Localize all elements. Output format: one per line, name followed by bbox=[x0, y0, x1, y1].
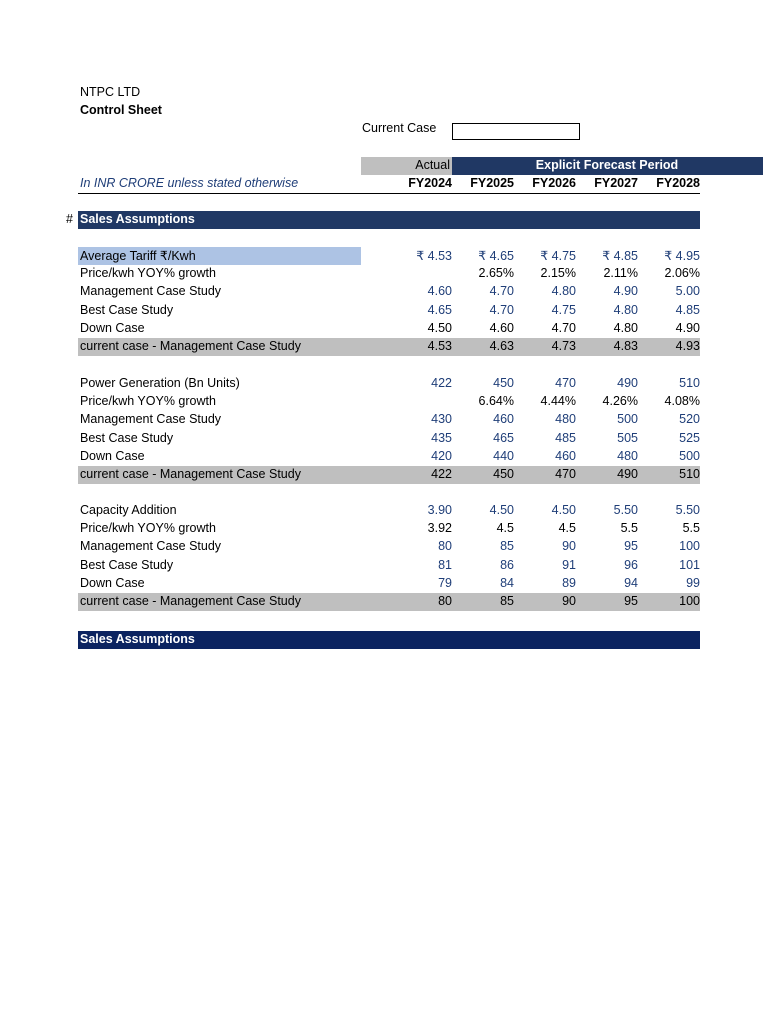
row-label: Average Tariff ₹/Kwh bbox=[80, 249, 196, 263]
value-cell: 2.06% bbox=[664, 266, 700, 281]
value-cell: 2.11% bbox=[603, 266, 638, 281]
value-cell: 480 bbox=[617, 448, 638, 463]
row-label: current case - Management Case Study bbox=[80, 467, 301, 481]
row-label: Price/kwh YOY% growth bbox=[80, 266, 216, 281]
value-cell: 490 bbox=[617, 467, 638, 481]
row-label: Down Case bbox=[80, 448, 145, 463]
value-cell: 4.75 bbox=[551, 302, 576, 317]
row-label: Capacity Addition bbox=[80, 503, 177, 517]
sheet-title: Control Sheet bbox=[80, 103, 162, 117]
value-cell: 6.64% bbox=[478, 394, 514, 409]
value-cell: 4.60 bbox=[427, 284, 452, 299]
value-cell: 4.63 bbox=[489, 339, 514, 353]
value-cell: 4.73 bbox=[551, 339, 576, 353]
value-cell: 490 bbox=[617, 376, 638, 390]
value-cell: ₹ 4.95 bbox=[664, 249, 700, 263]
value-cell: 460 bbox=[493, 412, 514, 427]
value-cell: ₹ 4.75 bbox=[540, 249, 576, 263]
year-header: FY2024 bbox=[408, 176, 452, 190]
row-label: Price/kwh YOY% growth bbox=[80, 394, 216, 409]
year-header: FY2026 bbox=[532, 176, 576, 190]
value-cell: 420 bbox=[431, 448, 452, 463]
value-cell: ₹ 4.85 bbox=[602, 249, 638, 263]
value-cell: 2.65% bbox=[478, 266, 514, 281]
value-cell: 510 bbox=[679, 467, 700, 481]
actual-header-cell bbox=[361, 157, 452, 175]
row-label: Power Generation (Bn Units) bbox=[80, 376, 240, 390]
row-label: Management Case Study bbox=[80, 539, 222, 554]
value-cell: 500 bbox=[679, 448, 700, 463]
value-cell: 101 bbox=[679, 557, 700, 572]
value-cell: 4.5 bbox=[496, 521, 514, 536]
value-cell: 485 bbox=[555, 430, 576, 445]
value-cell: 86 bbox=[500, 557, 514, 572]
value-cell: 470 bbox=[555, 467, 576, 481]
value-cell: 4.80 bbox=[613, 302, 638, 317]
value-cell: 95 bbox=[624, 594, 638, 608]
section-marker: # bbox=[66, 212, 73, 226]
row-label: Price/kwh YOY% growth bbox=[80, 521, 216, 536]
row-label: current case - Management Case Study bbox=[80, 339, 301, 353]
value-cell: 4.5 bbox=[558, 521, 576, 536]
value-cell: 4.80 bbox=[551, 284, 576, 299]
year-header: FY2028 bbox=[656, 176, 700, 190]
value-cell: 90 bbox=[562, 539, 576, 554]
value-cell: 4.08% bbox=[664, 394, 700, 409]
value-cell: 100 bbox=[679, 539, 700, 554]
value-cell: 4.70 bbox=[489, 302, 514, 317]
value-cell: 85 bbox=[500, 539, 514, 554]
section-title: Sales Assumptions bbox=[80, 212, 195, 226]
value-cell: 4.60 bbox=[489, 320, 514, 335]
value-cell: 3.90 bbox=[427, 503, 452, 517]
value-cell: 510 bbox=[679, 376, 700, 390]
value-cell: 80 bbox=[438, 594, 452, 608]
value-cell: 4.26% bbox=[602, 394, 638, 409]
row-label: Management Case Study bbox=[80, 412, 222, 427]
forecast-header-cell bbox=[452, 157, 763, 175]
value-cell: 4.90 bbox=[613, 284, 638, 299]
value-cell: 4.90 bbox=[675, 320, 700, 335]
row-label: Best Case Study bbox=[80, 302, 174, 317]
value-cell: 430 bbox=[431, 412, 452, 427]
value-cell: 100 bbox=[679, 594, 700, 608]
value-cell: 91 bbox=[562, 557, 576, 572]
value-cell: 520 bbox=[679, 412, 700, 427]
value-cell: ₹ 4.53 bbox=[416, 249, 452, 263]
value-cell: 3.92 bbox=[427, 521, 452, 536]
value-cell: 5.50 bbox=[675, 503, 700, 517]
current-case-input[interactable] bbox=[452, 123, 580, 140]
company-name: NTPC LTD bbox=[80, 85, 141, 99]
value-cell: 96 bbox=[624, 557, 638, 572]
value-cell: 4.70 bbox=[551, 320, 576, 335]
value-cell: 4.50 bbox=[489, 503, 514, 517]
value-cell: 480 bbox=[555, 412, 576, 427]
value-cell: 79 bbox=[438, 575, 452, 590]
year-header: FY2025 bbox=[470, 176, 514, 190]
value-cell: 85 bbox=[500, 594, 514, 608]
section-header-sales-assumptions-2 bbox=[78, 631, 700, 649]
value-cell: 460 bbox=[555, 448, 576, 463]
value-cell: 4.65 bbox=[427, 302, 452, 317]
value-cell: 4.85 bbox=[675, 302, 700, 317]
value-cell: 5.50 bbox=[613, 503, 638, 517]
value-cell: 465 bbox=[493, 430, 514, 445]
row-label: Best Case Study bbox=[80, 557, 174, 572]
value-cell: ₹ 4.65 bbox=[478, 249, 514, 263]
section-header-sales-assumptions bbox=[78, 211, 700, 229]
actual-label: Actual bbox=[415, 158, 450, 172]
value-cell: 5.5 bbox=[682, 521, 700, 536]
value-cell: 450 bbox=[493, 467, 514, 481]
value-cell: 4.80 bbox=[613, 320, 638, 335]
value-cell: 525 bbox=[679, 430, 700, 445]
row-label: Best Case Study bbox=[80, 430, 174, 445]
value-cell: 99 bbox=[686, 575, 700, 590]
value-cell: 80 bbox=[438, 539, 452, 554]
value-cell: 5.5 bbox=[620, 521, 638, 536]
value-cell: 2.15% bbox=[540, 266, 576, 281]
value-cell: 440 bbox=[493, 448, 514, 463]
value-cell: 422 bbox=[431, 376, 452, 390]
value-cell: 500 bbox=[617, 412, 638, 427]
value-cell: 435 bbox=[431, 430, 452, 445]
value-cell: 84 bbox=[500, 575, 514, 590]
value-cell: 94 bbox=[624, 575, 638, 590]
current-case-label: Current Case bbox=[362, 121, 437, 135]
value-cell: 422 bbox=[431, 467, 452, 481]
value-cell: 5.00 bbox=[675, 284, 700, 299]
value-cell: 4.70 bbox=[489, 284, 514, 299]
year-header: FY2027 bbox=[594, 176, 638, 190]
value-cell: 89 bbox=[562, 575, 576, 590]
value-cell: 4.50 bbox=[551, 503, 576, 517]
value-cell: 4.83 bbox=[613, 339, 638, 353]
value-cell: 95 bbox=[624, 539, 638, 554]
value-cell: 4.44% bbox=[540, 394, 576, 409]
forecast-label: Explicit Forecast Period bbox=[535, 158, 679, 172]
value-cell: 4.93 bbox=[675, 339, 700, 353]
units-note: In INR CRORE unless stated otherwise bbox=[80, 176, 299, 190]
value-cell: 90 bbox=[562, 594, 576, 608]
section-title: Sales Assumptions bbox=[80, 632, 195, 646]
header-divider bbox=[78, 193, 700, 194]
value-cell: 81 bbox=[438, 557, 452, 572]
value-cell: 450 bbox=[493, 376, 514, 390]
row-label: Management Case Study bbox=[80, 284, 222, 299]
value-cell: 4.53 bbox=[427, 339, 452, 353]
row-label: Down Case bbox=[80, 575, 145, 590]
value-cell: 4.50 bbox=[427, 320, 452, 335]
value-cell: 505 bbox=[617, 430, 638, 445]
row-label: Down Case bbox=[80, 320, 145, 335]
row-label: current case - Management Case Study bbox=[80, 594, 301, 608]
value-cell: 470 bbox=[555, 376, 576, 390]
